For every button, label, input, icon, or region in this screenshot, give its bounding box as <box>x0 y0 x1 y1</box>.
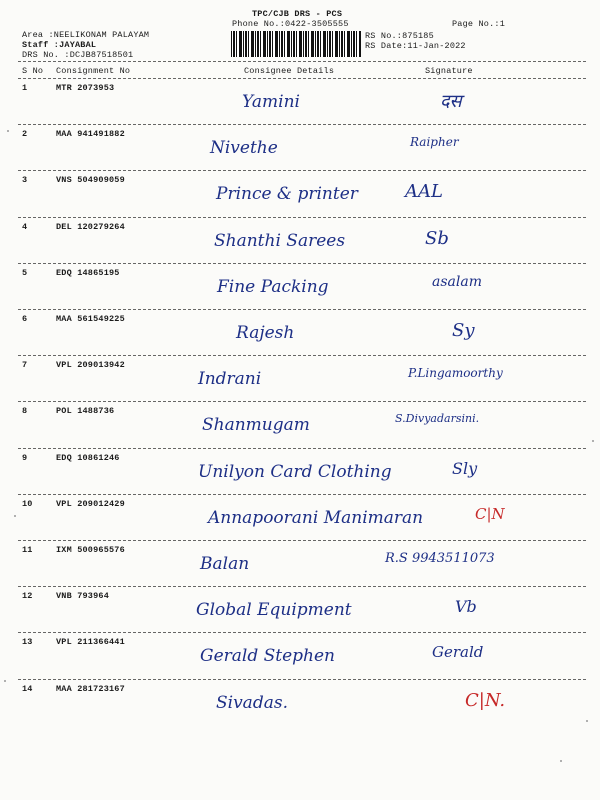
document-title: TPC/CJB DRS - PCS <box>252 9 343 19</box>
col-header-sno: S No <box>22 66 44 76</box>
row-signature: Gerald <box>432 643 484 662</box>
row-consignment-number: EDQ 10861246 <box>56 452 120 463</box>
row-divider <box>18 540 586 541</box>
row-signature: P.Lingamoorthy <box>408 366 503 381</box>
row-signature: दस <box>440 91 462 112</box>
row-divider <box>18 401 586 402</box>
row-consignee-name: Annapoorani Manimaran <box>208 507 424 528</box>
row-consignee-name: Sivadas. <box>216 692 288 713</box>
row-sno: 14 <box>22 683 33 694</box>
row-signature: asalam <box>432 273 482 290</box>
row-signature: Sly <box>452 458 478 478</box>
row-divider <box>18 586 586 587</box>
staff-label: Staff :JAYABAL <box>22 40 97 50</box>
row-consignment-number: VNB 793964 <box>56 591 110 602</box>
row-divider <box>18 217 586 218</box>
col-header-signature: Signature <box>425 66 473 76</box>
row-sno: 2 <box>22 129 28 140</box>
row-sno: 13 <box>22 637 33 648</box>
row-consignee-name: Fine Packing <box>217 276 329 297</box>
row-signature: C|N <box>475 504 505 523</box>
row-divider <box>18 263 586 264</box>
row-sno: 1 <box>22 83 28 93</box>
row-signature: C|N. <box>465 689 506 711</box>
row-consignee-name: Rajesh <box>236 323 295 343</box>
row-divider <box>18 632 586 633</box>
row-divider <box>18 679 586 680</box>
row-consignee-name: Shanthi Sarees <box>214 230 346 251</box>
row-signature: Vb <box>455 597 477 617</box>
row-consignee-name: Indrani <box>198 369 262 390</box>
row-consignment-number: VPL 211366441 <box>56 637 125 648</box>
row-divider <box>18 124 586 125</box>
barcode <box>231 31 361 57</box>
header-divider <box>18 61 586 62</box>
row-consignment-number: IXM 500965576 <box>56 545 125 555</box>
row-consignment-number: POL 1488736 <box>56 406 115 417</box>
row-consignee-name: Unilyon Card Clothing <box>198 461 392 482</box>
page-number: Page No.:1 <box>452 19 506 29</box>
row-signature: Raipher <box>410 135 459 150</box>
row-consignee-name: Yamini <box>242 92 300 112</box>
row-consignment-number: EDQ 14865195 <box>56 267 120 278</box>
row-divider <box>18 494 586 495</box>
row-consignment-number: VNS 504909059 <box>56 175 125 186</box>
row-sno: 9 <box>22 452 28 463</box>
row-consignee-name: Balan <box>200 554 250 574</box>
row-signature: Sy <box>452 320 475 341</box>
row-sno: 8 <box>22 406 28 417</box>
row-consignment-number: MAA 281723167 <box>56 683 125 694</box>
row-sno: 10 <box>22 498 33 509</box>
row-consignee-name: Global Equipment <box>196 600 352 621</box>
rs-number: RS No.:875185 <box>365 31 434 41</box>
row-consignee-name: Shanmugam <box>202 415 310 436</box>
row-sno: 12 <box>22 591 33 602</box>
row-sno: 6 <box>22 314 28 324</box>
row-consignment-number: MAA 941491882 <box>56 129 125 140</box>
row-signature: AAL <box>405 181 443 203</box>
row-consignment-number: VPL 209013942 <box>56 360 125 371</box>
row-sno: 3 <box>22 175 28 186</box>
area-label: Area :NEELIKONAM PALAYAM <box>22 30 150 40</box>
row-divider <box>18 355 586 356</box>
drs-number: DRS No. :DCJB87518501 <box>22 50 134 60</box>
row-sno: 7 <box>22 360 28 371</box>
row-consignment-number: MAA 561549225 <box>56 314 125 324</box>
row-sno: 11 <box>22 545 33 555</box>
row-consignee-name: Gerald Stephen <box>200 646 336 667</box>
row-consignment-number: MTR 2073953 <box>56 83 115 93</box>
phone-number: Phone No.:0422-3505555 <box>232 19 349 29</box>
row-sno: 5 <box>22 267 28 278</box>
row-signature: S.Divyadarsini. <box>395 412 480 426</box>
row-consignee-name: Nivethe <box>210 138 278 159</box>
col-header-details: Consignee Details <box>244 66 335 76</box>
row-signature: Sb <box>425 227 449 249</box>
rs-date: RS Date:11-Jan-2022 <box>365 41 466 51</box>
col-header-consignment: Consignment No <box>56 66 131 76</box>
column-header-divider <box>18 78 586 79</box>
row-consignment-number: DEL 120279264 <box>56 221 125 232</box>
row-divider <box>18 309 586 310</box>
row-signature: R.S 9943511073 <box>385 551 495 566</box>
row-sno: 4 <box>22 221 28 232</box>
row-consignee-name: Prince & printer <box>216 184 358 205</box>
row-divider <box>18 448 586 449</box>
row-consignment-number: VPL 209012429 <box>56 498 125 509</box>
row-divider <box>18 170 586 171</box>
